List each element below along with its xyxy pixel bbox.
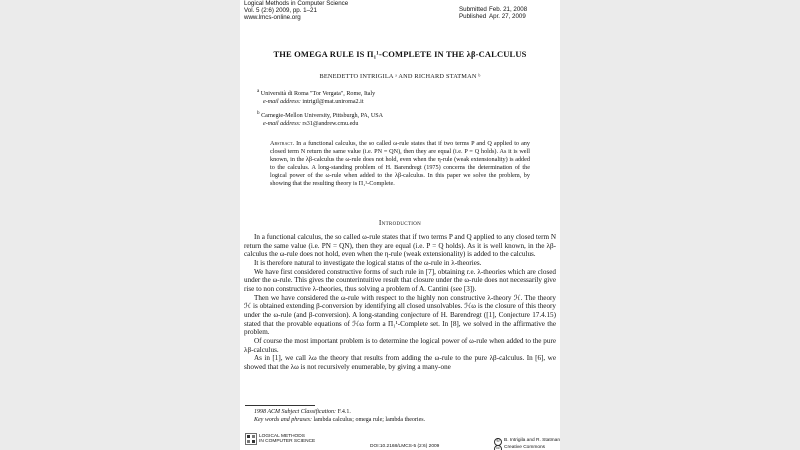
email-label: e-mail address: <box>263 121 301 128</box>
email-address: intrigil@mat.uniroma2.it <box>302 99 364 106</box>
paragraph: Of course the most important problem is to determine the logical power of ω-rule when added to the pure λβ-calculus. <box>244 336 556 354</box>
affiliation-a <box>257 87 375 106</box>
affiliation-marker: b <box>257 110 260 116</box>
email-address: rs31@andrew.cmu.edu <box>302 121 359 128</box>
keywords-label: Key words and phrases: <box>254 417 312 424</box>
license: Creative Commons <box>504 444 546 450</box>
paragraph: We have first considered constructive forms of such rule in [7], obtaining r.e. λ-theories which are closed under the ω-rule. This gives the counterintuitive result that closure under the ω-rule does not necessarily give rise to non constructive λ-theories, thus solving a problem of A. Cantini (see [3]). <box>244 267 556 293</box>
dates-header <box>459 6 527 20</box>
journal-website: www.lmcs-online.org <box>244 14 301 22</box>
paragraph: Then we have considered the ω-rule with respect to the highly non constructive λ-theory ℋ. The theory ℋ is obtained extending β-conversion by identifying all closed unsolvables. ℋω is the closure of this theory under the ω-rule (and β-conversion). A long-standing conjecture of H. Barendregt ([1], Conjecture 17.4.15) stated that the provable equations of ℋω form a Π₁¹-Complete set. In [8], we solved in the affirmative the problem. <box>244 293 556 337</box>
abstract-text: In a functional calculus, the so called ω-rule states that if two terms P and Q applied to any closed term N return the same value (i.e. PN = QN), then they are equal (i.e. P = Q holds). As it is well known, in the λβ-calculus the ω-rule does not hold, even when the η-rule (weak extensionality) is added to the calculus. A long-standing problem of H. Barendregt (1975) concerns the determination of the logical power of the ω-rule when added to the λβ-calculus. In this paper we solve the problem, by showing that the resulting theory is Π₁¹-Complete. <box>270 140 530 188</box>
affiliation-marker: a <box>257 88 260 94</box>
logo-line: LOGICAL METHODS <box>259 434 305 439</box>
affiliation-b <box>257 109 383 128</box>
abstract-label: Abstract. <box>270 140 295 147</box>
lmcs-logo-icon <box>245 433 257 445</box>
journal-volume: Vol. 5 (2:6) 2009, pp. 1–21 <box>244 7 317 15</box>
copyright-icon: © <box>494 438 502 446</box>
published-date: Apr. 27, 2009 <box>489 13 526 21</box>
keywords-value: lambda calculus; omega rule; lambda theories. <box>313 417 426 424</box>
footnote-divider <box>245 405 315 406</box>
submitted-date: Feb. 21, 2008 <box>489 6 528 13</box>
logo-line: IN COMPUTER SCIENCE <box>259 439 316 445</box>
journal-header <box>244 0 348 22</box>
paper-page <box>240 0 560 450</box>
affiliation-institution: Carnegie-Mellon University, Pittsburgh, PA, USA <box>261 113 384 120</box>
lmcs-logo-text <box>259 434 315 445</box>
classification-label: 1998 ACM Subject Classification: <box>254 409 337 415</box>
creative-commons-icon: cc <box>494 445 502 450</box>
classification-value: F.4.1. <box>337 409 351 415</box>
paragraph: In a functional calculus, the so called ω-rule states that if two terms P and Q applied to any closed term N return the same value (i.e. PN = QN), then they are equal (i.e. P = Q holds). As it is well known, in the λβ-calculus the ω-rule does not hold, even when the η-rule (weak extensionality) is added to the calculus. <box>244 233 556 259</box>
paragraph: As in [1], we call λω the theory that results from adding the ω-rule to the pure λβ-calculus. In [6], we showed that the λω is not recursively enumerable, by giving a many-one <box>244 354 556 371</box>
published-label: Published <box>459 13 487 21</box>
abstract <box>270 140 530 189</box>
email-label: e-mail address: <box>263 99 301 106</box>
copyright-holders: B. Intrigila and R. Statman <box>504 438 560 443</box>
doi: DOI:10.2168/LMCS-5 (2:6) 2009 <box>370 444 440 449</box>
paragraph: It is therefore natural to investigate the logical status of the ω-rule in λ-theories. <box>254 258 482 267</box>
paper-authors: BENEDETTO INTRIGILA ᵃ AND RICHARD STATMAN ᵇ <box>319 73 481 80</box>
journal-name: Logical Methods in Computer Science <box>244 0 349 7</box>
paper-title: THE OMEGA RULE IS Π₁¹-COMPLETE IN THE λβ-CALCULUS <box>273 49 527 59</box>
submitted-label: Submitted <box>459 6 487 13</box>
body-text <box>244 233 556 372</box>
footnote <box>254 408 425 425</box>
affiliation-institution: Università di Roma "Tor Vergata", Rome, Italy <box>260 91 376 98</box>
section-title: Introduction <box>378 218 422 227</box>
